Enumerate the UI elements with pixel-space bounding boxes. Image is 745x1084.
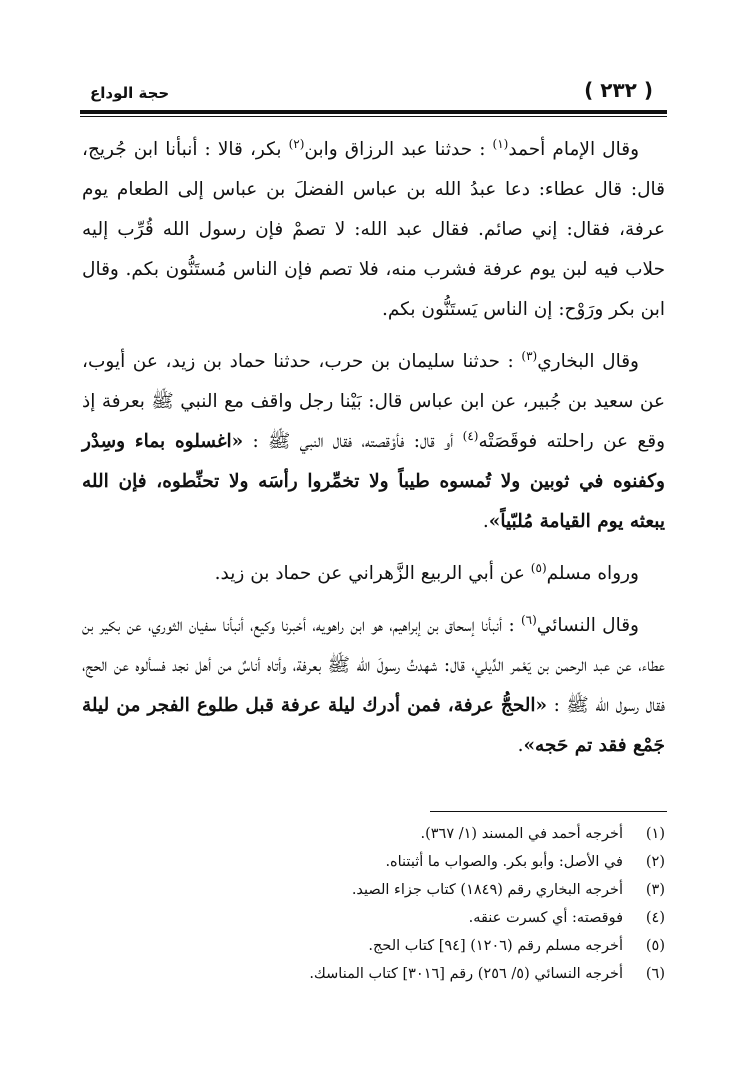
footnote-marker: (٣) [521,348,538,363]
header-rule-thin [80,116,667,117]
footnote-text: أخرجه البخاري رقم (١٨٤٩) كتاب جزاء الصيد. [351,882,623,898]
text-segment: وقال الإمام أحمد [508,139,639,160]
text-segment: ورواه مسلم [546,563,639,584]
footnote-text: أخرجه مسلم رقم (١٢٠٦) [٩٤] كتاب الحج. [368,938,623,954]
footnote-text: أخرجه أحمد في المسند (١/ ٣٦٧). [420,826,623,842]
footnote-marker: (٦) [520,612,537,627]
text-segment: : أنبأنا إسحاق بن إبراهيم، هو ابن راهويه، أخبرنا وكيع، أنبأنا سفيان الثوري، عن بكير بن عطاء، عن عبد الرحمن بن يَعْمر الدِّيلي، قال: شهدتُ رسولَ الله ﷺ بعرفة، وأتاه أناسٌ من أهل نجد فسألوه عن الحج، فقال رسول الله ﷺ : [82,615,665,716]
hadith-quote: «الحجُّ عرفة، فمن أدرك ليلة عرفة قبل طلوع الفجر من ليلة جَمْع فقد تم حَجه» [82,695,665,756]
page-number: ( ٢٣٢ ) [584,78,653,102]
footnote [82,848,665,876]
footnote-number: (٢) [645,854,665,870]
text-segment: بكر، قالا : أنبأنا ابن جُريج، قال: قال عطاء: دعا عبدُ الله بن عباس الفضلَ بن عباس إلى الطعام يوم عرفة، فقال: إني صائم. فقال عبد الله: لا تصمْ فإن رسول الله قُرِّب إليه حلاب فيه لبن يوم عرفة فشرب منه، فلا تصم فإن الناس مُستَنُّون بكم. وقال ابن بكر ورَوْح: إن الناس يَستَنُّون بكم. [82,139,665,320]
footnote [82,904,665,932]
paragraph [82,554,665,594]
text-segment: : حدثنا عبد الرزاق وابن [304,139,493,160]
footnote-number: (٦) [645,966,665,982]
footnote-separator [430,811,667,812]
footnote [82,876,665,904]
paragraph [82,130,665,330]
main-text [82,130,665,778]
paragraph [82,606,665,766]
footnote-text: أخرجه النسائي (٥/ ٢٥٦) رقم [٣٠١٦] كتاب المناسك. [309,966,623,982]
paragraph [82,342,665,542]
footnote-text: فوقصته: أي كسرت عنقه. [468,910,623,926]
footnote-marker: (٢) [288,136,305,151]
text-segment: . [482,511,489,532]
footnote-number: (٥) [645,938,665,954]
footnote [82,960,665,988]
page-header [80,78,665,108]
footnote-text: في الأصل: وأبو بكر. والصواب ما أثبتناه. [385,854,623,870]
text-segment: أو قال: فأوْقصته، فقال النبي ﷺ : [243,431,463,452]
footnote [82,932,665,960]
footnote-marker: (٥) [530,560,547,575]
footnote-marker: (٤) [462,428,479,443]
footnote-number: (١) [645,826,665,842]
footnote-number: (٣) [645,882,665,898]
text-segment: . [517,735,524,756]
footnote-marker: (١) [492,136,509,151]
footnote-number: (٤) [645,910,665,926]
text-segment: وقال النسائي [536,615,639,636]
hadith-quote: «اغسلوه بماء وسِدْر وكفنوه في ثوبين ولا تُمسوه طيباً ولا تخمِّروا رأسَه ولا تحنِّطوه، فإن الله يبعثه يوم القيامة مُلبّياً» [82,431,665,532]
header-rule [80,110,667,114]
text-segment: وقال البخاري [537,351,639,372]
running-title: حجة الوداع [90,84,170,102]
text-segment: : حدثنا سليمان بن حرب، حدثنا حماد بن زيد، عن أيوب، عن سعيد بن جُبير، عن ابن عباس قال: بَيْنا رجل واقف مع النبي ﷺ بعرفة إذ وقع عن راحلته فوقَصَتْه [82,351,665,452]
footnote [82,820,665,848]
text-segment: عن أبي الربيع الزَّهراني عن حماد بن زيد. [214,563,531,584]
footnotes-list [82,820,665,988]
